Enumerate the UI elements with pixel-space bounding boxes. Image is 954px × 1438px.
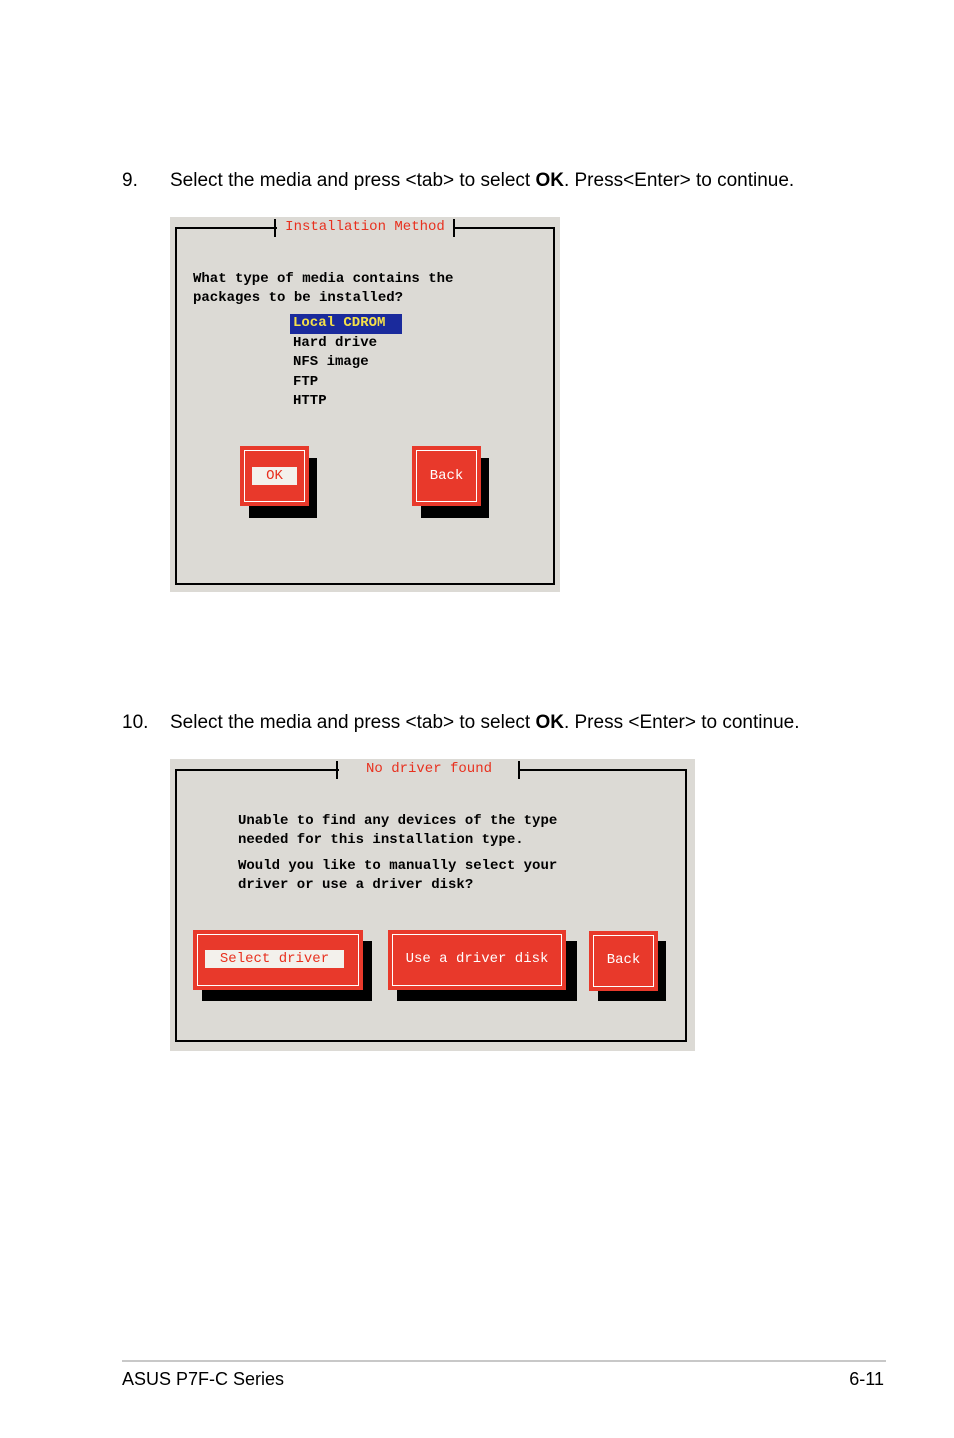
title-bracket-left (336, 761, 338, 779)
title-bracket-left (274, 219, 276, 237)
footer-product-name: ASUS P7F-C Series (122, 1369, 285, 1389)
media-option-hard-drive[interactable]: Hard drive (293, 334, 378, 351)
installation-method-screen (170, 217, 560, 592)
use-driver-disk-button-label: Use a driver disk (405, 951, 549, 967)
no-driver-found-screen (170, 759, 695, 1051)
back-button[interactable] (412, 446, 481, 506)
title-bracket-right (518, 761, 520, 779)
message-2-line-1: Would you like to manually select your (238, 858, 558, 874)
title-bracket-right (453, 219, 455, 237)
step-text: Select the media and press <tab> to select OK. Press <Enter> to continue. (170, 712, 800, 733)
select-driver-button-label: Select driver (205, 950, 344, 968)
footer-rule (122, 1360, 886, 1362)
dialog-frame (175, 769, 687, 1042)
select-driver-button[interactable] (193, 930, 363, 990)
ok-button-label: OK (252, 467, 297, 485)
message-1-line-1: Unable to find any devices of the type (238, 813, 558, 829)
step-number: 10. (122, 712, 149, 733)
question-line-1: What type of media contains the (193, 271, 454, 287)
media-option-local-cdrom[interactable]: Local CDROM (290, 314, 402, 334)
message-2-line-2: driver or use a driver disk? (238, 877, 474, 893)
media-option-ftp[interactable]: FTP (293, 373, 319, 390)
media-option-nfs-image[interactable]: NFS image (293, 354, 369, 370)
back-button-label: Back (606, 952, 641, 968)
step-text: Select the media and press <tab> to select OK. Press<Enter> to continue. (170, 170, 795, 191)
dialog-title: Installation Method (277, 218, 453, 236)
question-line-2: packages to be installed? (193, 290, 404, 306)
ok-button[interactable] (240, 446, 309, 506)
back-button[interactable] (589, 931, 658, 991)
footer-page-number: 6-11 (849, 1369, 884, 1389)
media-list[interactable] (290, 314, 402, 412)
media-option-http[interactable]: HTTP (293, 393, 327, 409)
step-number: 9. (122, 170, 138, 191)
message-1-line-2: needed for this installation type. (238, 832, 524, 848)
back-button-label: Back (429, 468, 464, 484)
dialog-title: No driver found (339, 760, 519, 778)
use-driver-disk-button[interactable] (388, 930, 566, 990)
